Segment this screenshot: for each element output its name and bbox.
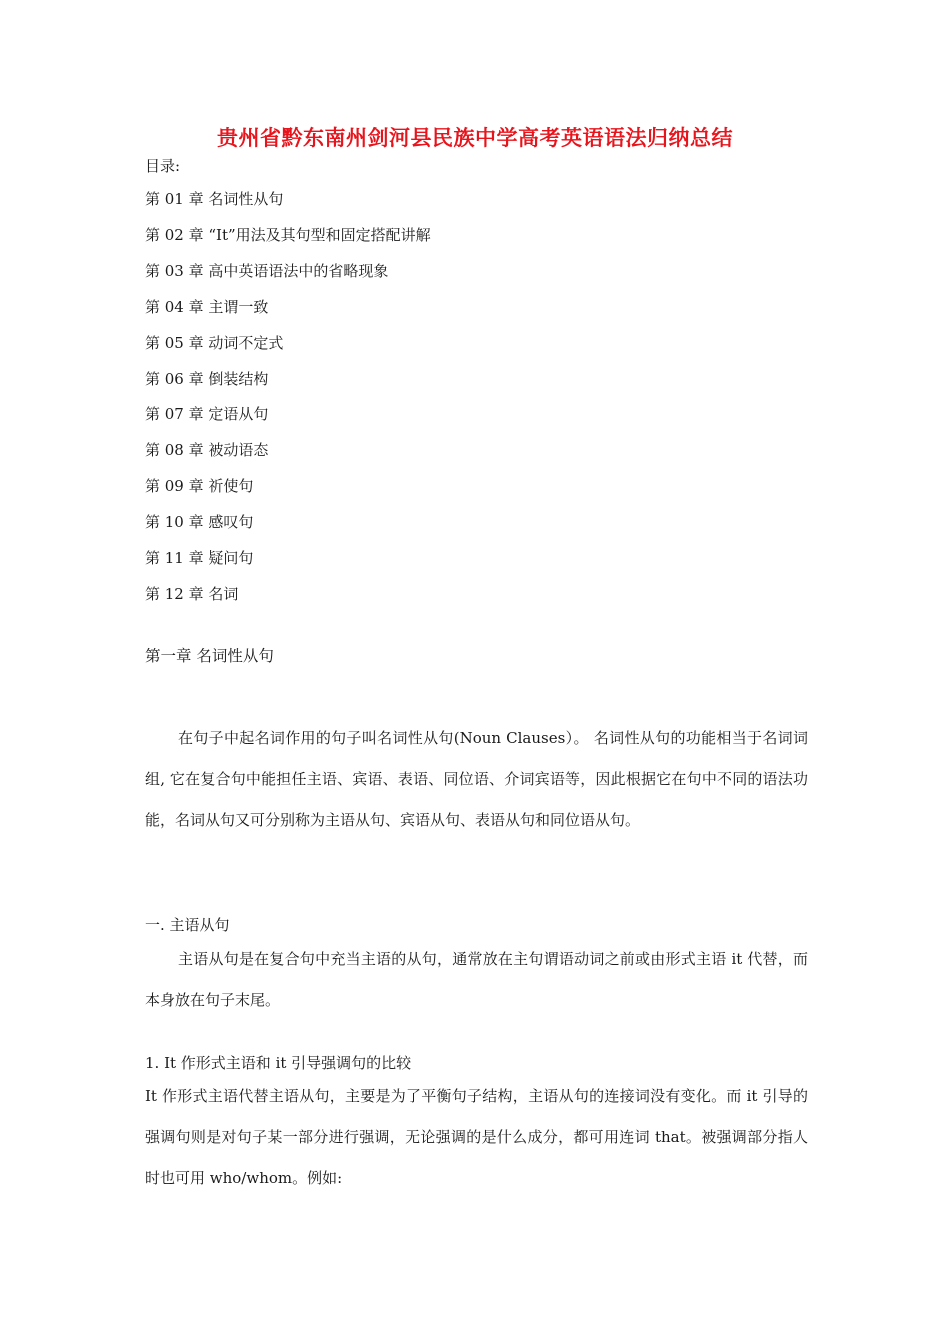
toc-item: 第 07 章 定语从句 bbox=[145, 405, 269, 423]
toc-item: 第 08 章 被动语态 bbox=[145, 441, 269, 459]
toc-item: 第 05 章 动词不定式 bbox=[145, 334, 284, 352]
toc-label: 目录: bbox=[145, 157, 181, 175]
toc-item: 第 09 章 祈使句 bbox=[145, 477, 254, 495]
section-heading: 一. 主语从句 bbox=[145, 916, 230, 934]
toc-item: 第 11 章 疑问句 bbox=[145, 549, 254, 567]
section-paragraph: 主语从句是在复合句中充当主语的从句，通常放在主句谓语动词之前或由形式主语 it 代替，而本身放在句子末尾。 bbox=[145, 950, 808, 1009]
toc-item: 第 06 章 倒装结构 bbox=[145, 370, 269, 388]
toc-item: 第 02 章 “It”用法及其句型和固定搭配讲解 bbox=[145, 226, 431, 244]
toc-item: 第 01 章 名词性从句 bbox=[145, 190, 284, 208]
subsection-paragraph: It 作形式主语代替主语从句，主要是为了平衡句子结构，主语从句的连接词没有变化。而 it 引导的强调句则是对句子某一部分进行强调，无论强调的是什么成分，都可用连词 that。被强调部分指人时也可用 who/whom。例如: bbox=[145, 1087, 808, 1187]
intro-paragraph: 在句子中起名词作用的句子叫名词性从句(Noun Clauses）。 名词性从句的功能相当于名词词组, 它在复合句中能担任主语、宾语、表语、同位语、介词宾语等，因此根据它在句中不同的语法功能，名词从句又可分别称为主语从句、宾语从句、表语从句和同位语从句。 bbox=[145, 729, 808, 829]
toc-item: 第 12 章 名词 bbox=[145, 585, 239, 603]
subsection-heading: 1. It 作形式主语和 it 引导强调句的比较 bbox=[145, 1054, 412, 1072]
document-title: 贵州省黔东南州剑河县民族中学高考英语语法归纳总结 bbox=[217, 126, 733, 150]
toc-item: 第 03 章 高中英语语法中的省略现象 bbox=[145, 262, 389, 280]
chapter-heading: 第一章 名词性从句 bbox=[145, 647, 274, 665]
toc-item: 第 10 章 感叹句 bbox=[145, 513, 254, 531]
toc-item: 第 04 章 主谓一致 bbox=[145, 298, 269, 316]
